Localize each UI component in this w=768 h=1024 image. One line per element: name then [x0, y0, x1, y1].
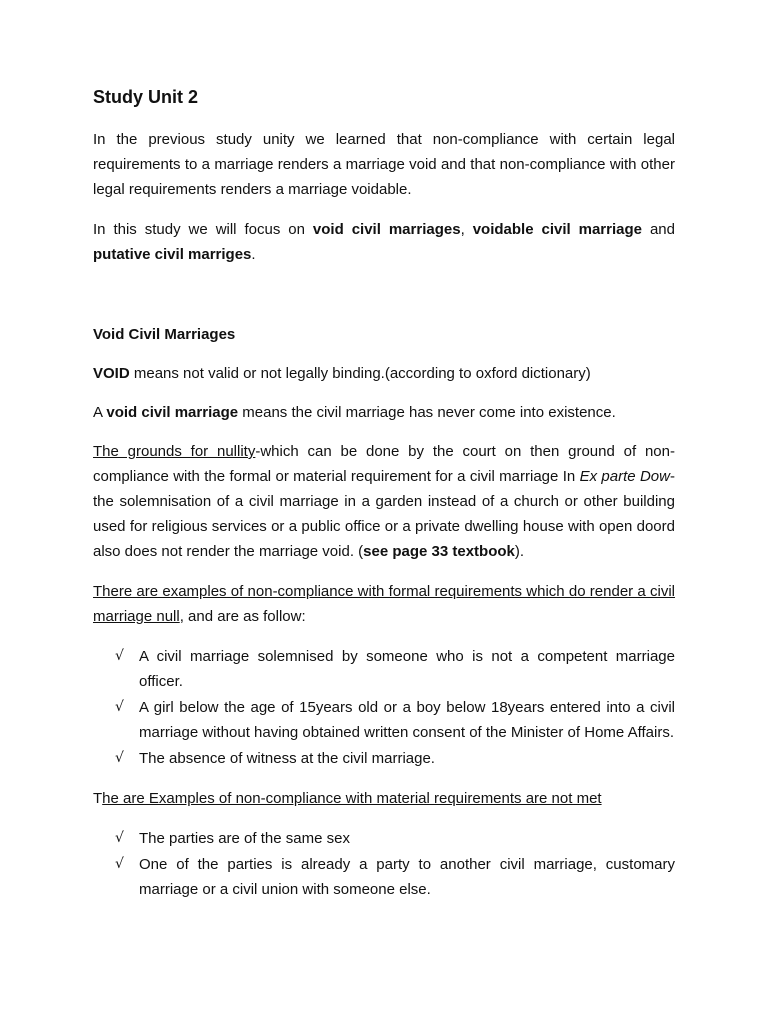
void-definition: [93, 361, 675, 386]
list-item: [93, 826, 675, 851]
focus-sep-2: and: [642, 221, 675, 238]
check-mark-icon: √: [115, 750, 124, 766]
check-mark-icon: √: [115, 648, 124, 664]
grounds-paragraph: [93, 439, 675, 564]
list-item: [93, 852, 675, 902]
list-item-text: The parties are of the same sex: [139, 830, 350, 847]
void-term: VOID: [93, 365, 130, 382]
case-name: Ex parte Dow: [579, 468, 670, 485]
intro-paragraph: In the previous study unity we learned that non-compliance with certain legal requirements to a marriage renders a marriage void and that non-compliance with other legal requirements renders a marriage voidable.: [93, 131, 675, 198]
document-page: [93, 85, 675, 903]
grounds-heading: The grounds for nullity: [93, 443, 256, 460]
vcm-definition-text: means the civil marriage has never come into existence.: [238, 404, 616, 421]
list-item-text: A civil marriage solemnised by someone who is not a competent marriage officer.: [139, 648, 675, 690]
grounds-text-3: ).: [514, 543, 525, 560]
vcm-prefix: A: [93, 404, 107, 421]
formal-intro-text: , and are as follow:: [179, 608, 306, 625]
check-mark-icon: √: [115, 856, 124, 872]
formal-requirements-intro: [93, 579, 675, 629]
material-requirements-intro: [93, 786, 675, 811]
void-definition-text: means not valid or not legally binding.(according to oxford dictionary): [129, 365, 591, 382]
list-item-text: The absence of witness at the civil marriage.: [139, 750, 435, 767]
textbook-reference: see page 33 textbook: [363, 543, 515, 560]
focus-term-voidable: voidable civil marriage: [472, 221, 642, 238]
material-intro-underlined: he are Examples of non-compliance with material requirements are not met: [102, 790, 602, 807]
check-mark-icon: √: [115, 699, 124, 715]
focus-suffix: .: [251, 246, 256, 263]
material-intro-plain: T: [93, 790, 103, 807]
formal-requirements-list: [93, 644, 675, 771]
list-item-text: One of the parties is already a party to another civil marriage, customary marriage or a civil union with someone else.: [139, 856, 675, 898]
list-item: [93, 746, 675, 771]
vcm-term: void civil marriage: [106, 404, 239, 421]
focus-term-void: void civil marriages: [312, 221, 461, 238]
material-requirements-list: [93, 826, 675, 902]
page-title: Study Unit 2: [93, 87, 199, 107]
focus-sep-1: ,: [460, 221, 473, 238]
grounds-text-1: -which can be done by the court on then ground of non-compliance with the formal or material requirement for a civil marriage In: [93, 443, 675, 485]
void-civil-marriage-definition: [93, 400, 675, 425]
formal-intro-underlined: There are examples of non-compliance with formal requirements which do render a civil marriage null: [93, 583, 675, 625]
section-heading: Void Civil Marriages: [93, 326, 236, 343]
list-item: [93, 644, 675, 694]
list-item: [93, 695, 675, 745]
focus-term-putative: putative civil marriges: [93, 246, 252, 263]
check-mark-icon: √: [115, 830, 124, 846]
focus-paragraph: [93, 217, 675, 267]
list-item-text: A girl below the age of 15years old or a boy below 18years entered into a civil marriage without having obtained written consent of the Minister of Home Affairs.: [139, 699, 675, 741]
grounds-text-2: - the solemnisation of a civil marriage in a garden instead of a church or other building used for religious services or a public office or a private dwelling house with open doord also does not render the marriage void. (: [93, 468, 675, 560]
focus-prefix: In this study we will focus on: [93, 221, 313, 238]
